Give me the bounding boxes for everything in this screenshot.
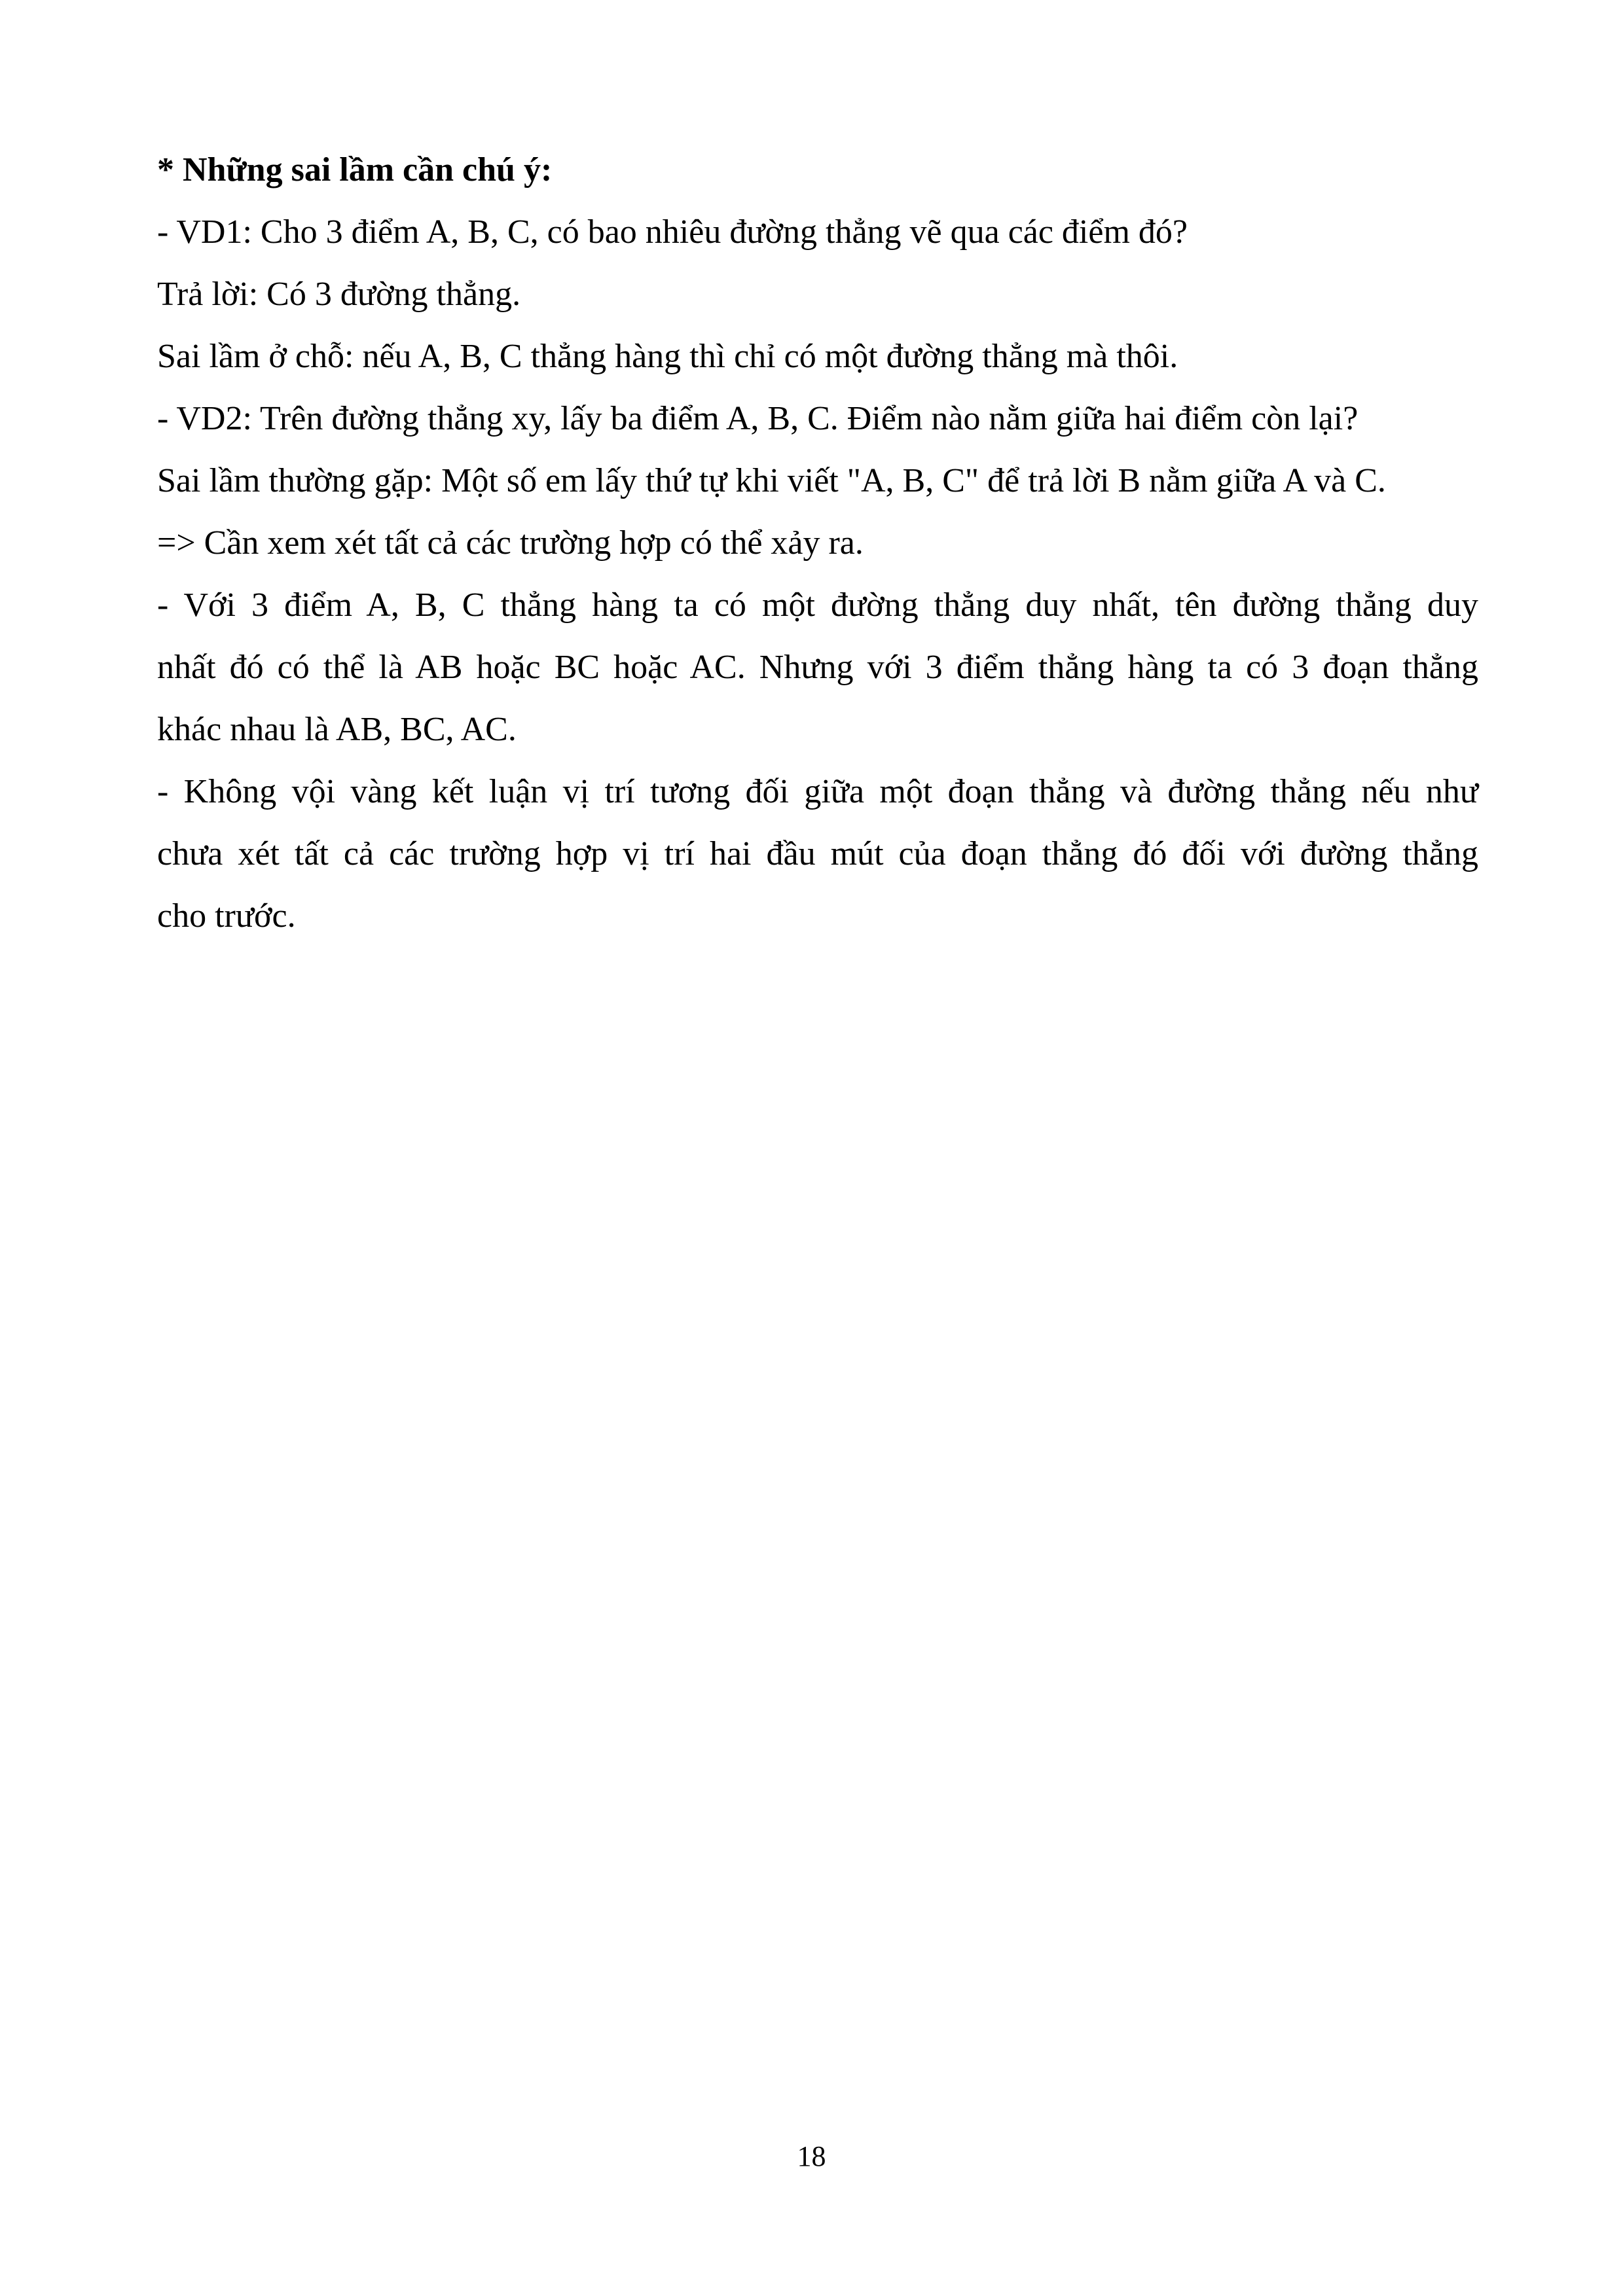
paragraph-line: khác nhau là AB, BC, AC. <box>157 711 517 748</box>
example-2-mistake: Sai lầm thường gặp: Một số em lấy thứ tự khi viết "A, B, C" để trả lời B nằm giữa A và C. <box>157 462 1386 499</box>
paragraph-line: nhất đó có thể là AB hoặc BC hoặc AC. Nhưng với 3 điểm thẳng hàng ta có 3 đoạn thẳng <box>157 649 1478 686</box>
paragraph-line: cho trước. <box>157 897 296 935</box>
paragraph-line: - Không vội vàng kết luận vị trí tương đối giữa một đoạn thẳng và đường thẳng nếu như <box>157 773 1478 810</box>
paragraph-line: chưa xét tất cả các trường hợp vị trí hai đầu mút của đoạn thẳng đó đối với đường thẳng <box>157 835 1478 872</box>
example-1-answer: Trả lời: Có 3 đường thẳng. <box>157 276 521 313</box>
example-1-mistake: Sai lầm ở chỗ: nếu A, B, C thẳng hàng thì chỉ có một đường thẳng mà thôi. <box>157 338 1178 375</box>
example-2-conclusion: => Cần xem xét tất cả các trường hợp có thể xảy ra. <box>157 524 864 562</box>
section-heading: * Những sai lầm cần chú ý: <box>157 151 553 188</box>
example-1-question: - VD1: Cho 3 điểm A, B, C, có bao nhiêu đường thẳng vẽ qua các điểm đó? <box>157 213 1188 251</box>
paragraph-line: - Với 3 điểm A, B, C thẳng hàng ta có một đường thẳng duy nhất, tên đường thẳng duy <box>157 586 1478 624</box>
document-body <box>157 139 1478 947</box>
example-2-question: - VD2: Trên đường thẳng xy, lấy ba điểm A, B, C. Điểm nào nằm giữa hai điểm còn lại? <box>157 400 1359 437</box>
page-number: 18 <box>797 2140 826 2172</box>
